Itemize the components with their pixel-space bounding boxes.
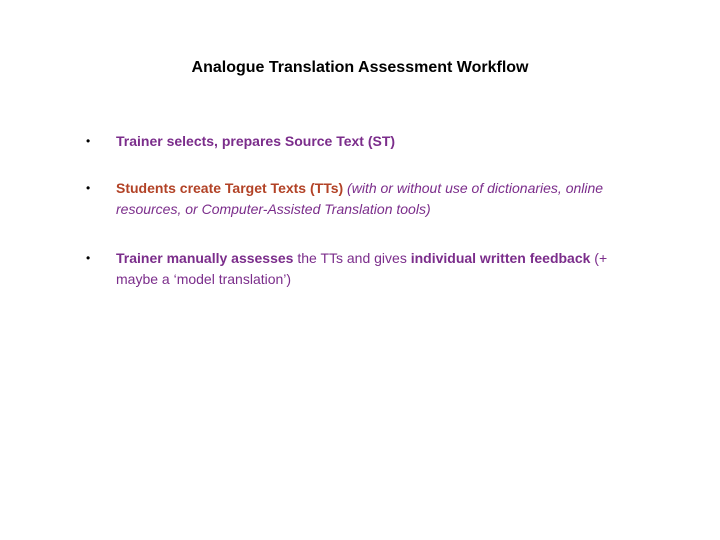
bullet-2-segment-1: Students create Target Texts (TTs) [116, 180, 344, 196]
bullet-text-1 [116, 131, 636, 152]
bullet-marker: • [86, 181, 91, 195]
bullet-text-2 [116, 178, 636, 220]
bullet-3-segment-3: individual written feedback [410, 250, 591, 266]
bullet-marker: • [86, 134, 91, 148]
bullet-text-3 [116, 248, 636, 290]
bullet-3-segment-4: (+ maybe a ‘model translation’) [116, 250, 608, 287]
bullet-3-segment-2: the TTs and gives [293, 250, 411, 266]
bullet-2-segment-2: (with or without use of dictionaries, online resources, or Computer-Assisted Translation tools) [116, 180, 604, 217]
bullet-marker: • [86, 251, 91, 265]
slide-title: Analogue Translation Assessment Workflow [191, 59, 529, 76]
bullet-3-segment-1: Trainer manually assesses [116, 250, 294, 266]
bullet-1-segment-1: Trainer selects, prepares Source Text (ST) [116, 133, 396, 149]
